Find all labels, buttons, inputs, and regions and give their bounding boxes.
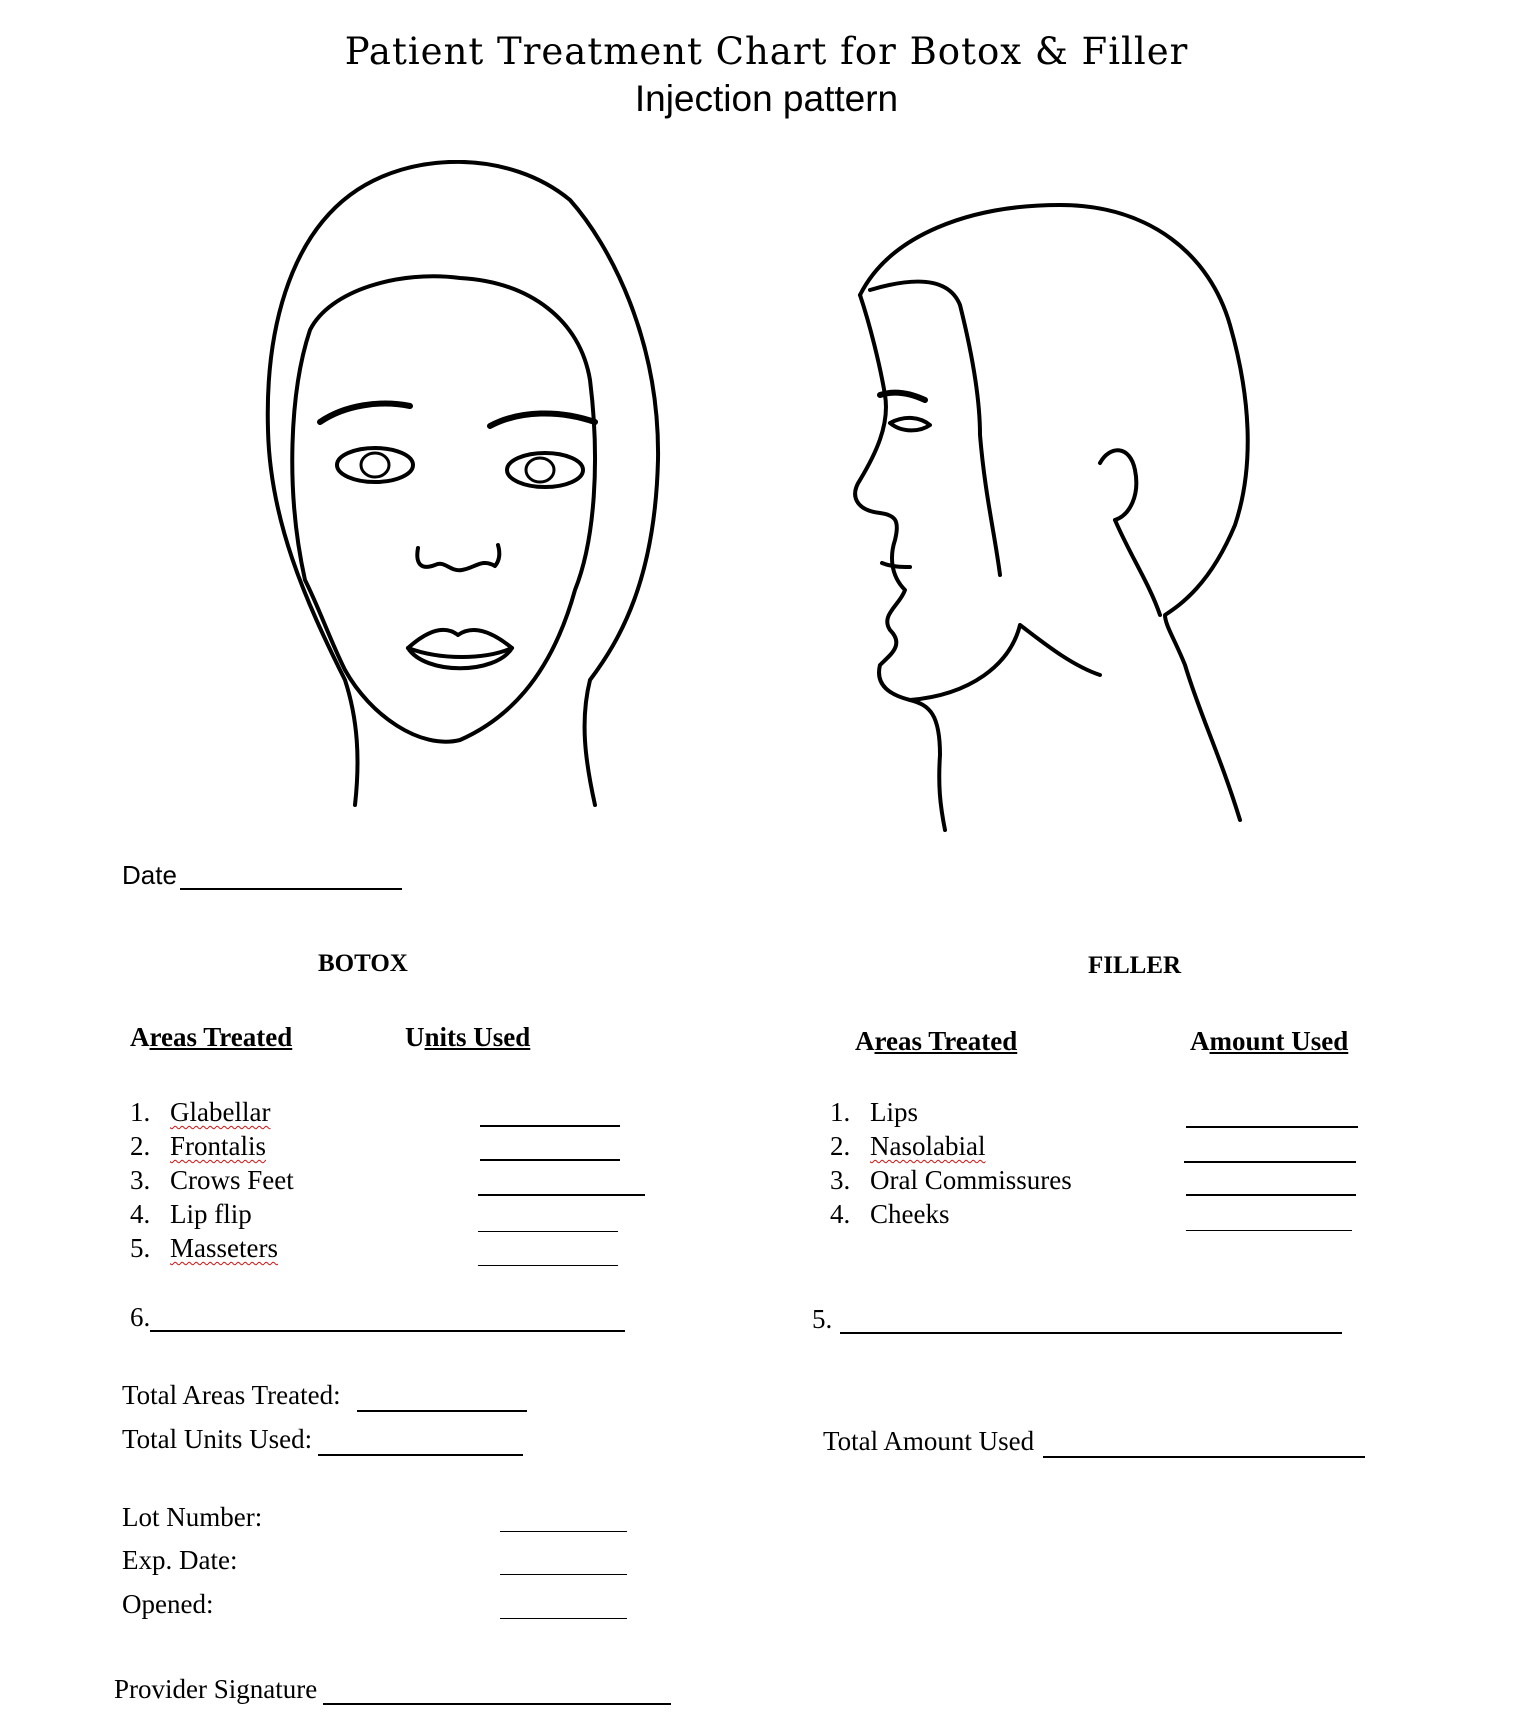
filler-total-amount-field[interactable] xyxy=(1043,1456,1365,1458)
date-field[interactable] xyxy=(180,888,402,890)
filler-amount-header-rest: mount Used xyxy=(1209,1026,1349,1056)
lot-number-label: Lot Number: xyxy=(122,1502,263,1532)
profile-face-drawing xyxy=(810,195,1310,835)
botox-heading: BOTOX xyxy=(318,950,408,977)
filler-amount-field-cheeks[interactable] xyxy=(1186,1230,1352,1231)
filler-item-oral-commissures xyxy=(830,1165,1072,1196)
front-face-nose xyxy=(417,545,499,570)
lot-number-field[interactable] xyxy=(500,1531,627,1532)
filler-item-number: 4. xyxy=(830,1199,851,1229)
front-face-right-eyebrow xyxy=(490,413,595,426)
filler-item-number: 1. xyxy=(830,1097,851,1127)
front-face-upper-lip xyxy=(408,630,512,657)
botox-total-units-label: Total Units Used: xyxy=(122,1424,313,1454)
botox-item-frontalis xyxy=(130,1131,266,1162)
botox-extra-item-field[interactable] xyxy=(150,1330,625,1332)
filler-total-amount-label: Total Amount Used xyxy=(823,1426,1035,1456)
filler-item-label: Lips xyxy=(870,1097,919,1127)
filler-item-number: 3. xyxy=(830,1165,851,1195)
front-face-head-outline xyxy=(268,162,658,805)
botox-item-masseters xyxy=(130,1233,278,1264)
page-title: Patient Treatment Chart for Botox & Filler xyxy=(344,30,1189,73)
botox-units-used-header xyxy=(405,1022,530,1053)
opened-label: Opened: xyxy=(122,1589,214,1619)
botox-item-number: 1. xyxy=(130,1097,151,1127)
filler-areas-header-initial: A xyxy=(855,1026,875,1056)
profile-face-eye xyxy=(890,418,930,430)
profile-face-jaw xyxy=(910,625,1100,700)
filler-item-lips xyxy=(830,1097,918,1128)
front-face-right-iris xyxy=(526,458,554,482)
botox-item-label: Glabellar xyxy=(170,1097,271,1127)
filler-areas-header-rest: reas Treated xyxy=(874,1026,1018,1056)
botox-total-areas-field[interactable] xyxy=(357,1410,527,1412)
botox-total-areas-label: Total Areas Treated: xyxy=(122,1380,341,1410)
botox-item-label: Frontalis xyxy=(170,1131,267,1161)
date-label: Date xyxy=(122,860,177,890)
profile-face-neck-back xyxy=(1115,520,1160,615)
filler-amount-field-lips[interactable] xyxy=(1186,1126,1358,1128)
botox-item-number: 2. xyxy=(130,1131,151,1161)
profile-face-hairline xyxy=(870,282,1000,575)
botox-extra-item-number: 6. xyxy=(130,1302,151,1332)
profile-face-ear xyxy=(1100,450,1136,520)
botox-units-field-frontalis[interactable] xyxy=(480,1159,620,1161)
profile-face-front-profile xyxy=(855,295,945,830)
botox-item-label: Masseters xyxy=(170,1233,278,1263)
botox-areas-treated-header xyxy=(130,1022,292,1053)
botox-units-header-initial: U xyxy=(405,1022,425,1052)
filler-item-nasolabial xyxy=(830,1131,985,1162)
exp-date-field[interactable] xyxy=(500,1574,627,1575)
filler-amount-used-header xyxy=(1190,1026,1348,1057)
filler-item-label: Oral Commissures xyxy=(870,1165,1072,1195)
filler-amount-field-nasolabial[interactable] xyxy=(1184,1161,1356,1163)
filler-item-label: Cheeks xyxy=(870,1199,950,1229)
botox-item-label: Lip flip xyxy=(170,1199,252,1229)
page-subtitle: Injection pattern xyxy=(634,78,899,119)
filler-extra-item-number: 5. xyxy=(812,1304,833,1334)
front-face-hairline xyxy=(292,276,595,741)
provider-signature-field[interactable] xyxy=(323,1703,671,1705)
filler-item-number: 2. xyxy=(830,1131,851,1161)
opened-field[interactable] xyxy=(500,1618,627,1619)
botox-item-crows-feet xyxy=(130,1165,294,1196)
exp-date-label: Exp. Date: xyxy=(122,1545,238,1575)
filler-heading: FILLER xyxy=(1088,952,1182,979)
filler-item-cheeks xyxy=(830,1199,949,1230)
botox-item-label: Crows Feet xyxy=(170,1165,294,1195)
botox-units-field-glabellar[interactable] xyxy=(480,1125,620,1127)
botox-units-field-crows-feet[interactable] xyxy=(478,1194,645,1196)
filler-extra-item-field[interactable] xyxy=(840,1332,1342,1334)
provider-signature-label: Provider Signature xyxy=(114,1674,318,1704)
front-face-left-iris xyxy=(361,453,389,477)
filler-item-label: Nasolabial xyxy=(870,1131,986,1161)
botox-item-number: 4. xyxy=(130,1199,151,1229)
botox-item-glabellar xyxy=(130,1097,270,1128)
botox-item-lip-flip xyxy=(130,1199,252,1230)
botox-units-field-lip-flip[interactable] xyxy=(478,1231,618,1232)
botox-item-number: 5. xyxy=(130,1233,151,1263)
front-face-left-eyebrow xyxy=(320,404,410,422)
filler-amount-header-initial: A xyxy=(1190,1026,1210,1056)
botox-units-header-rest: nits Used xyxy=(424,1022,531,1052)
botox-units-field-masseters[interactable] xyxy=(478,1265,618,1266)
profile-face-head-outline xyxy=(860,205,1248,820)
botox-item-number: 3. xyxy=(130,1165,151,1195)
filler-areas-treated-header xyxy=(855,1026,1017,1057)
profile-face-mouth xyxy=(882,563,910,567)
botox-total-units-field[interactable] xyxy=(318,1454,523,1456)
front-face-drawing xyxy=(250,160,670,810)
filler-amount-field-oral-commissures[interactable] xyxy=(1186,1194,1356,1196)
botox-areas-header-rest: reas Treated xyxy=(149,1022,293,1052)
botox-areas-header-initial: A xyxy=(130,1022,150,1052)
